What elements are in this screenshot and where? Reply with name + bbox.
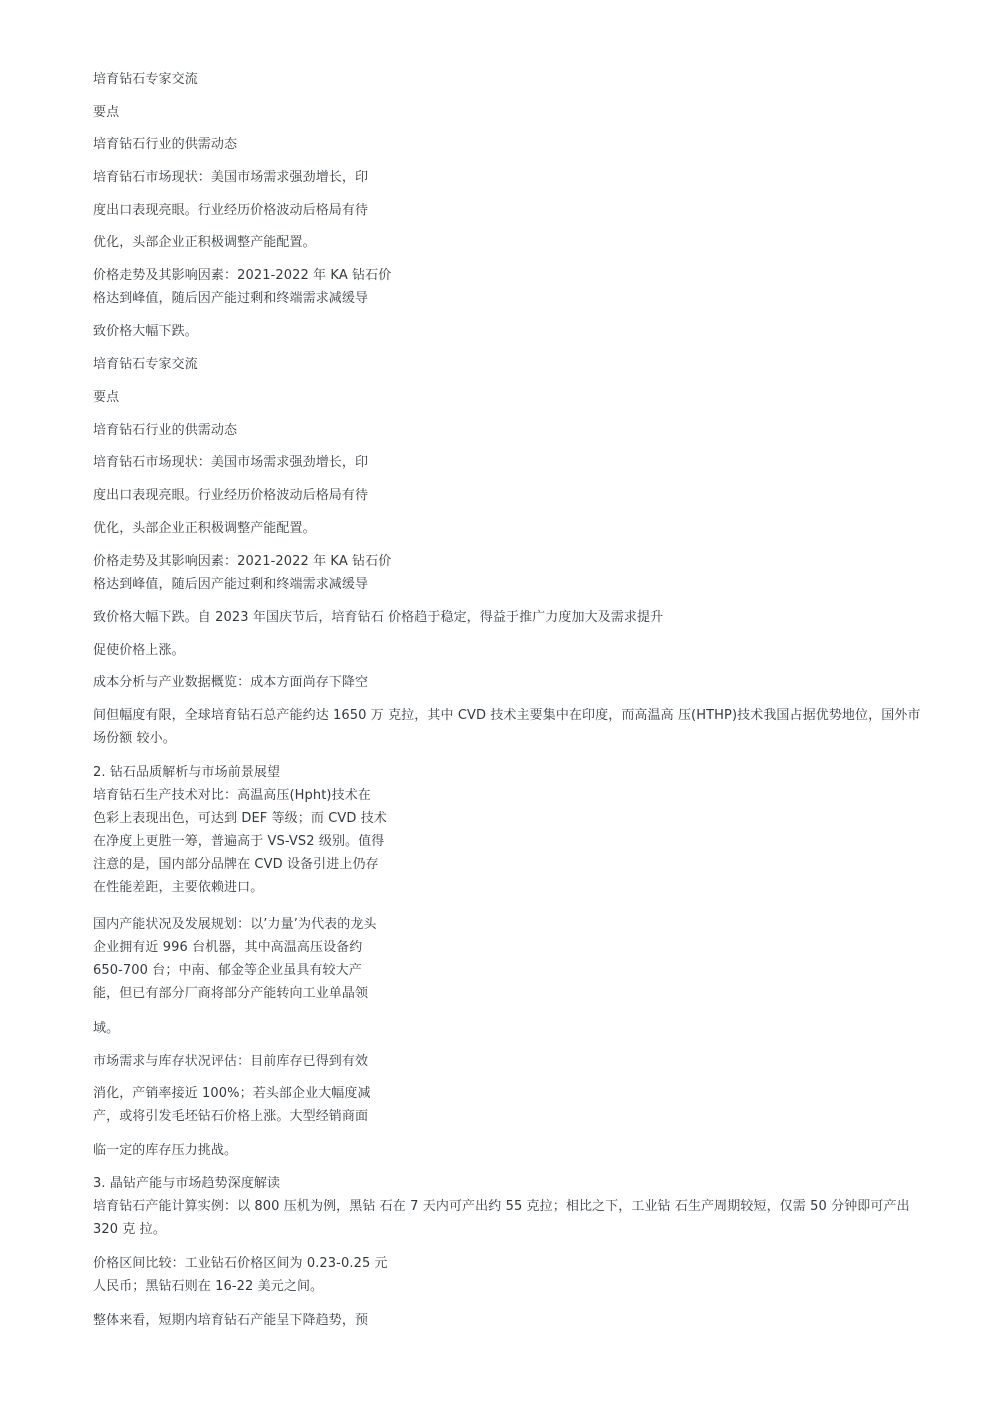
text-line: 格达到峰值，随后因产能过剩和终端需求减缓导 bbox=[93, 291, 369, 306]
paragraph bbox=[93, 419, 938, 442]
paragraph bbox=[93, 639, 938, 662]
text-line: 市场需求与库存状况评估：目前库存已得到有效 bbox=[93, 1054, 369, 1069]
paragraph bbox=[93, 231, 938, 254]
text-line: 促使价格上涨。 bbox=[93, 643, 185, 658]
text-line: 培育钻石产能计算实例：以 800 压机为例，黑钻 石在 7 天内可产出约 55 克拉；相比之下，工业钻 石生产周期较短，仅需 50 分钟即可产出 bbox=[93, 1199, 910, 1214]
text-line: 临一定的库存压力挑战。 bbox=[93, 1143, 238, 1158]
paragraph bbox=[93, 1252, 938, 1298]
paragraph bbox=[93, 133, 938, 156]
paragraph bbox=[93, 1139, 938, 1162]
text-line: 培育钻石市场现状：美国市场需求强劲增长，印 bbox=[93, 170, 369, 185]
text-line: 在性能差距，主要依赖进口。 bbox=[93, 880, 264, 895]
paragraph bbox=[93, 1050, 938, 1073]
text-line: 注意的是，国内部分品牌在 CVD 设备引进上仍存 bbox=[93, 857, 379, 872]
paragraph bbox=[93, 913, 938, 1005]
text-line: 消化，产销率接近 100%；若头部企业大幅度减 bbox=[93, 1086, 371, 1101]
text-line: 格达到峰值，随后因产能过剩和终端需求减缓导 bbox=[93, 577, 369, 592]
text-line: 成本分析与产业数据概览：成本方面尚存下降空 bbox=[93, 675, 369, 690]
paragraph bbox=[93, 101, 938, 124]
paragraph bbox=[93, 761, 938, 899]
text-line: 培育钻石行业的供需动态 bbox=[93, 423, 238, 438]
text-line: 色彩上表现出色，可达到 DEF 等级；而 CVD 技术 bbox=[93, 811, 387, 826]
text-line: 价格走势及其影响因素：2021-2022 年 KA 钻石价 bbox=[93, 268, 392, 283]
text-line: 致价格大幅下跌。自 2023 年国庆节后，培育钻石 价格趋于稳定，得益于推广力度加大及需求提升 bbox=[93, 610, 664, 625]
paragraph bbox=[93, 1082, 938, 1128]
text-line: 要点 bbox=[93, 105, 120, 120]
paragraph bbox=[93, 484, 938, 507]
text-line: 要点 bbox=[93, 390, 120, 405]
text-line: 人民币；黑钻石则在 16-22 美元之间。 bbox=[93, 1279, 324, 1294]
text-line: 3. 晶钻产能与市场趋势深度解读 bbox=[93, 1176, 281, 1191]
paragraph bbox=[93, 166, 938, 189]
paragraph bbox=[93, 320, 938, 343]
text-line: 优化，头部企业正积极调整产能配置。 bbox=[93, 521, 316, 536]
text-line: 企业拥有近 996 台机器，其中高温高压设备约 bbox=[93, 940, 363, 955]
text-line: 国内产能状况及发展规划：以’力量’为代表的龙头 bbox=[93, 917, 377, 932]
paragraph bbox=[93, 451, 938, 474]
paragraph bbox=[93, 671, 938, 694]
paragraph bbox=[93, 704, 938, 750]
text-line: 650-700 台；中南、郁金等企业虽具有较大产 bbox=[93, 963, 362, 978]
paragraph bbox=[93, 68, 938, 91]
paragraph bbox=[93, 1017, 938, 1040]
paragraph bbox=[93, 353, 938, 376]
paragraph bbox=[93, 199, 938, 222]
paragraph bbox=[93, 1172, 938, 1241]
paragraph bbox=[93, 264, 938, 310]
paragraph bbox=[93, 550, 938, 596]
text-line: 产，或将引发毛坯钻石价格上涨。大型经销商面 bbox=[93, 1109, 369, 1124]
text-line: 度出口表现亮眼。行业经历价格波动后格局有待 bbox=[93, 203, 369, 218]
text-line: 320 克 拉。 bbox=[93, 1222, 166, 1237]
text-line: 致价格大幅下跌。 bbox=[93, 324, 198, 339]
text-line: 域。 bbox=[93, 1021, 120, 1036]
text-line: 2. 钻石品质解析与市场前景展望 bbox=[93, 765, 281, 780]
text-line: 培育钻石行业的供需动态 bbox=[93, 137, 238, 152]
paragraph bbox=[93, 1309, 938, 1332]
text-line: 培育钻石市场现状：美国市场需求强劲增长，印 bbox=[93, 455, 369, 470]
text-line: 间但幅度有限，全球培育钻石总产能约达 1650 万 克拉，其中 CVD 技术主要集中在印度，而高温高 压(HTHP)技术我国占据优势地位，国外市 bbox=[93, 708, 921, 723]
paragraph bbox=[93, 386, 938, 409]
text-line: 度出口表现亮眼。行业经历价格波动后格局有待 bbox=[93, 488, 369, 503]
text-line: 培育钻石专家交流 bbox=[93, 357, 198, 372]
text-line: 整体来看，短期内培育钻石产能呈下降趋势，预 bbox=[93, 1313, 369, 1328]
text-line: 培育钻石专家交流 bbox=[93, 72, 198, 87]
paragraph bbox=[93, 517, 938, 540]
text-line: 在净度上更胜一筹，普遍高于 VS-VS2 级别。值得 bbox=[93, 834, 385, 849]
text-line: 培育钻石生产技术对比：高温高压(Hpht)技术在 bbox=[93, 788, 371, 803]
text-line: 能，但已有部分厂商将部分产能转向工业单晶领 bbox=[93, 986, 369, 1001]
paragraph bbox=[93, 606, 938, 629]
text-line: 价格走势及其影响因素：2021-2022 年 KA 钻石价 bbox=[93, 554, 392, 569]
text-line: 场份额 较小。 bbox=[93, 731, 176, 746]
text-line: 价格区间比较：工业钻石价格区间为 0.23-0.25 元 bbox=[93, 1256, 388, 1271]
text-line: 优化，头部企业正积极调整产能配置。 bbox=[93, 235, 316, 250]
